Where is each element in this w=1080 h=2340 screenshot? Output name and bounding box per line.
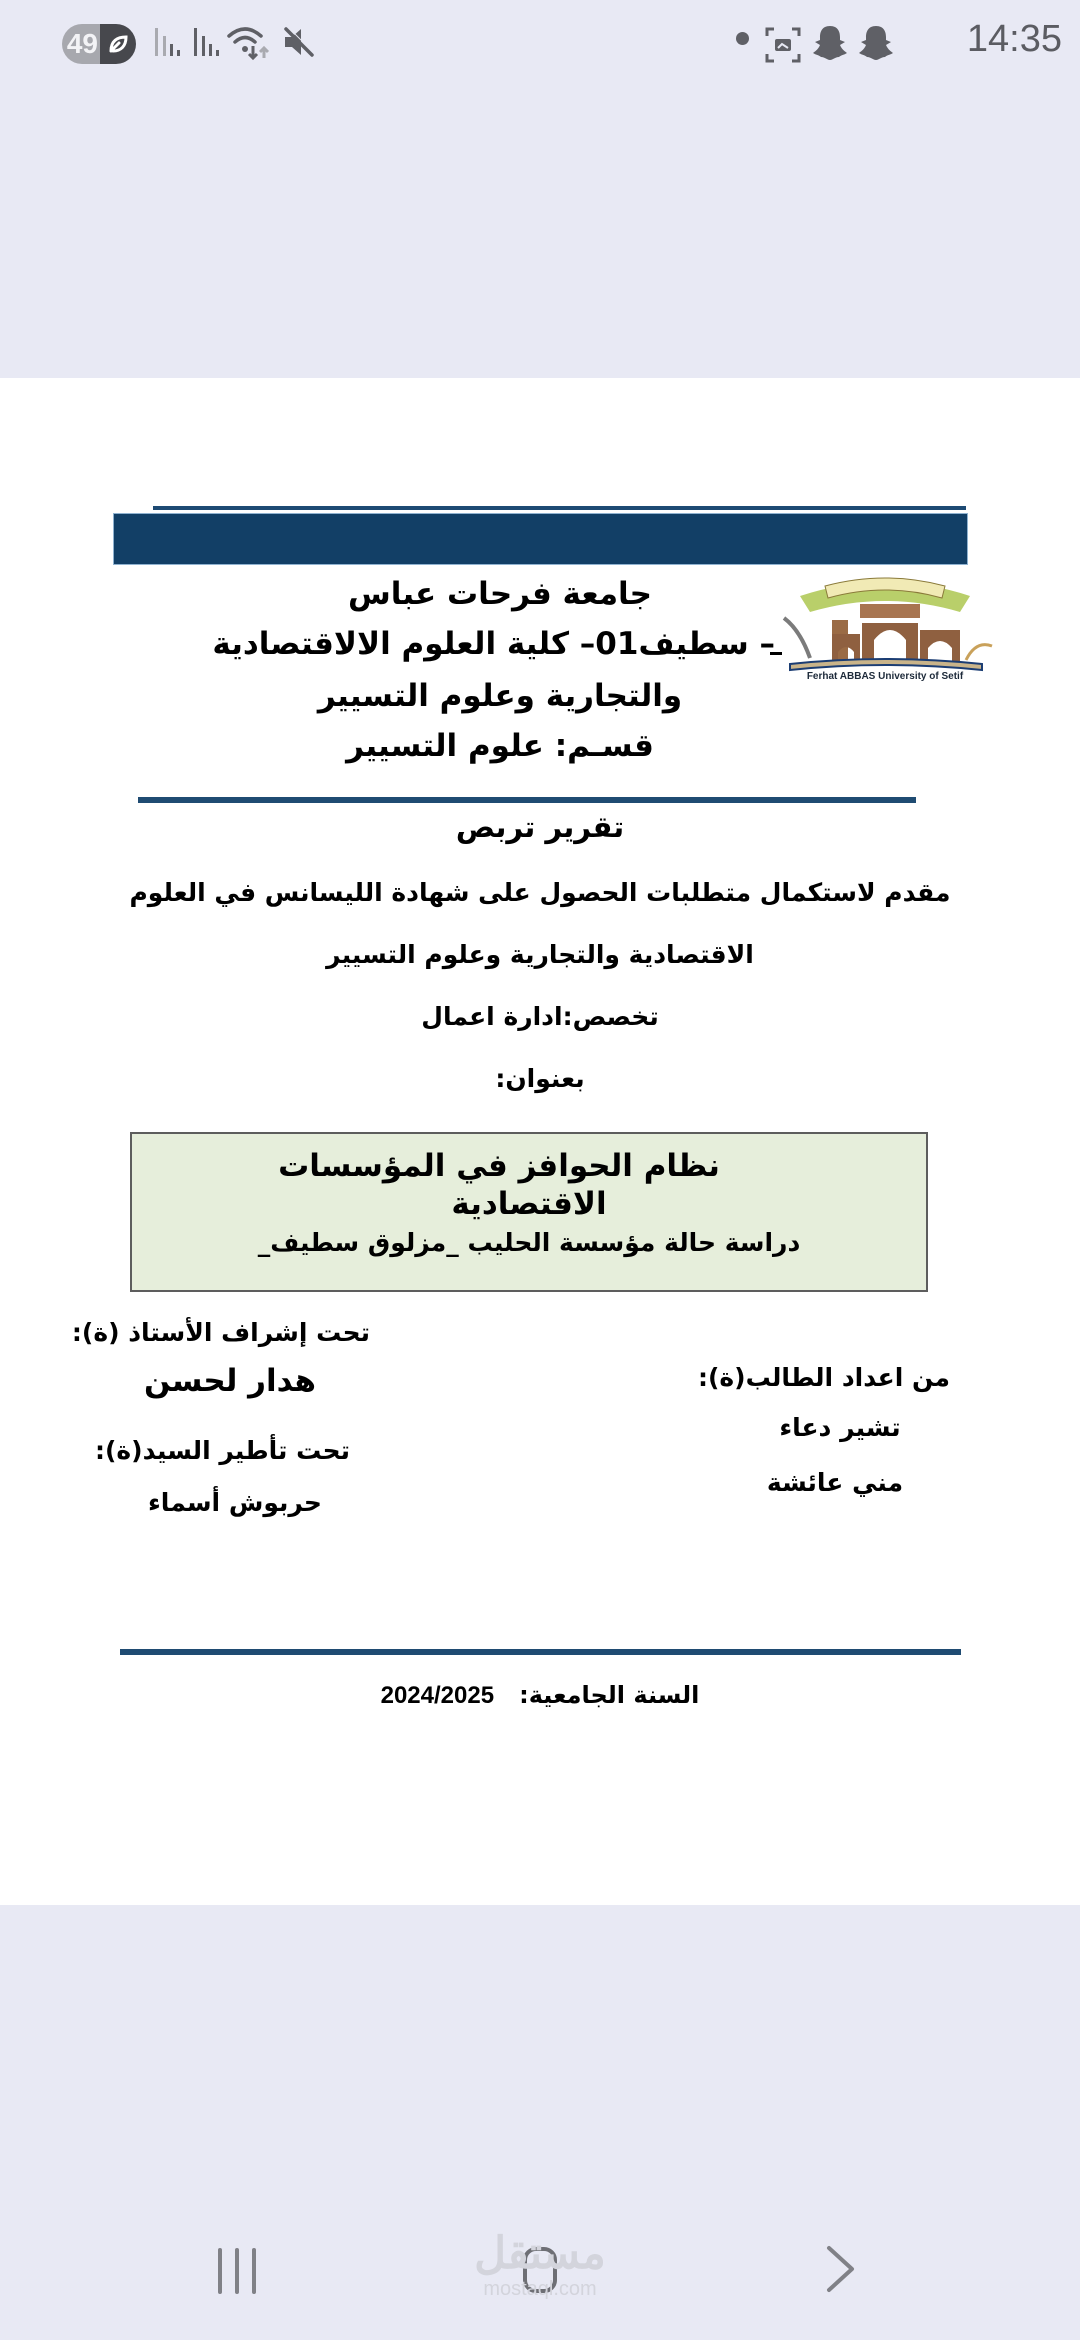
title-label: بعنوان: — [495, 1064, 585, 1093]
title-box — [130, 1132, 928, 1292]
watermark-latin: mostaql.com — [483, 2278, 597, 2300]
footer-rule — [120, 1649, 961, 1655]
purpose-line-1: مقدم لاستكمال متطلبات الحصول على شهادة الليسانس في العلوم — [129, 878, 951, 907]
header-thin-rule — [153, 506, 966, 510]
students-label: من اعداد الطالب(ة): — [697, 1363, 950, 1392]
notification-dot — [736, 32, 749, 45]
status-bar — [0, 0, 1080, 90]
thesis-title-line-2: الاقتصادية — [451, 1186, 607, 1222]
university-name: جامعة فرحات عباس — [347, 576, 653, 612]
purpose-line-2: الاقتصادية والتجارية وعلوم التسيير — [326, 940, 754, 969]
recents-icon[interactable] — [216, 2248, 260, 2298]
report-type: تقرير تربص — [455, 810, 625, 844]
case-study-subtitle: دراسة حالة مؤسسة الحليب _مزلوق سطيف_ — [257, 1228, 801, 1257]
logo-caption: Ferhat ABBAS University of Setif — [806, 671, 964, 682]
faculty-line: – سطيف01– كلية العلوم الالاقتصادية — [212, 626, 775, 662]
specialty: تخصص:ادارة اعمال — [421, 1002, 659, 1031]
clock: 14:35 — [966, 18, 1062, 60]
battery-indicator — [62, 24, 136, 64]
snapchat-icon — [858, 24, 894, 66]
supervisor-name: هدار لحسن — [143, 1363, 317, 1399]
academic-year-value: 2024/2025 — [380, 1682, 495, 1709]
signal-sim1-icon — [153, 26, 183, 62]
back-icon[interactable] — [824, 2244, 858, 2298]
leaf-icon — [100, 24, 136, 64]
faculty-line-2: والتجارية وعلوم التسيير — [317, 678, 683, 714]
screenshot-icon — [764, 26, 802, 68]
department-line: قسـم: علوم التسيير — [346, 728, 654, 764]
watermark-arabic: مستقل — [474, 2229, 606, 2278]
student-name: مني عائشة — [766, 1468, 904, 1497]
document-page[interactable] — [0, 378, 1080, 1905]
mentor-name: حربوش أسماء — [148, 1488, 322, 1517]
watermark — [470, 2230, 610, 2300]
signal-sim2-icon — [192, 26, 222, 62]
mute-icon — [283, 26, 315, 62]
section-rule — [138, 797, 916, 803]
battery-level: 49 — [62, 24, 100, 64]
wifi-data-icon — [226, 24, 272, 66]
academic-year-label: السنة الجامعية: — [519, 1681, 700, 1709]
mentor-label: تحت تأطير السيد(ة): — [94, 1436, 350, 1465]
snapchat-icon — [812, 24, 848, 66]
academic-year-line — [300, 1681, 780, 1710]
student-name: تشير دعاء — [779, 1413, 901, 1442]
supervisor-label: تحت إشراف الأستاذ (ة): — [71, 1318, 370, 1347]
university-logo — [770, 568, 1000, 688]
thesis-title-line-1: نظام الحوافز في المؤسسات — [278, 1148, 720, 1184]
header-band — [113, 513, 968, 565]
